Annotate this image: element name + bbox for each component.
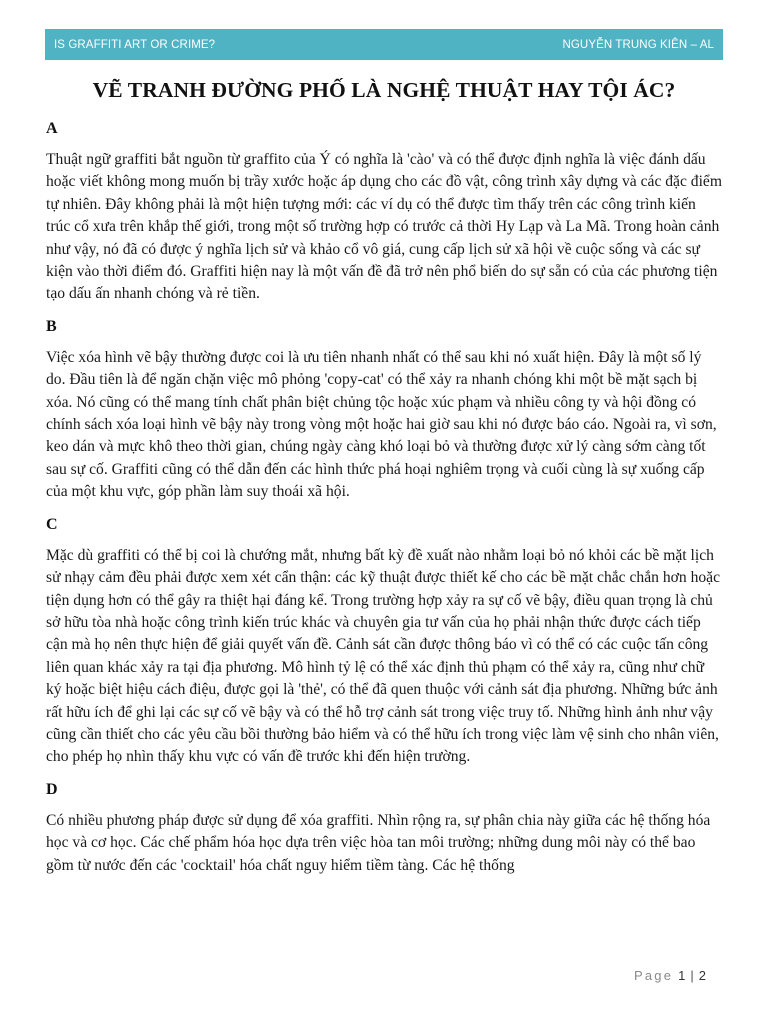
header-author: NGUYỄN TRUNG KIÊN – AL [562, 38, 714, 51]
section-label: A [46, 120, 58, 137]
running-header [45, 29, 723, 60]
section-d [46, 779, 722, 877]
section-paragraph: Thuật ngữ graffiti bắt nguồn từ graffito của Ý có nghĩa là 'cào' và có thể được định nghĩa là việc đánh dấu hoặc viết không mong muốn bị trầy xước hoặc áp dụng cho các đồ vật, công trình xây dựng và các đặc điểm tự nhiên. Đây không phải là một hiện tượng mới: các ví dụ có thể được tìm thấy trên các công trình kiến trúc cổ xưa trên khắp thế giới, trong một số trường hợp có trước cả thời Hy Lạp và La Mã. Trong hoàn cảnh như vậy, nó đã có được ý nghĩa lịch sử và khảo cổ vô giá, cung cấp lịch sử xã hội về cuộc sống và các sự kiện vào thời điểm đó. Graffiti hiện nay là một vấn đề đã trở nên phổ biến do sự sẵn có của các phương tiện tạo dấu ấn nhanh chóng và rẻ tiền. [46, 151, 722, 303]
section-a [46, 118, 722, 306]
section-paragraph: Việc xóa hình vẽ bậy thường được coi là ưu tiên nhanh nhất có thể sau khi nó xuất hiện. Đây là một số lý do. Đầu tiên là để ngăn chặn việc mô phỏng 'copy-cat' có thể xảy ra nhanh chóng khi một bề mặt sạch bị xóa. Nó cũng có thể mang tính chất phân biệt chủng tộc hoặc xúc phạm và nhiều công ty và hội đồng có chính sách xóa loại hình vẽ bậy này trong vòng một hoặc hai giờ sau khi nó được báo cáo. Ngoài ra, vì sơn, keo dán và mực khô theo thời gian, chúng ngày càng khó loại bỏ và thường được xử lý càng sớm càng tốt sau sự cố. Graffiti cũng có thể dẫn đến các hình thức phá hoại nghiêm trọng và cuối cùng là sự xuống cấp của một khu vực, góp phần làm suy thoái xã hội. [46, 348, 717, 501]
page-number-footer [634, 968, 706, 983]
page-title: VẼ TRANH ĐƯỜNG PHỐ LÀ NGHỆ THUẬT HAY TỘI ÁC? [92, 78, 676, 102]
current-page-number: 1 [678, 968, 686, 983]
section-c [46, 514, 722, 769]
page-word: Page [633, 968, 674, 983]
section-paragraph: Mặc dù graffiti có thể bị coi là chướng mắt, nhưng bất kỳ đề xuất nào nhằm loại bỏ nó khỏi các bề mặt lịch sử nhạy cảm đều phải được xem xét cẩn thận: các kỹ thuật được thiết kế cho các bề mặt chắc chắn hơn hoặc tiện dụng hơn có thể gây ra thiệt hại đáng kể. Trong trường hợp xảy ra sự cố vẽ bậy, điều quan trọng là chủ sở hữu tòa nhà hoặc công trình kiến trúc khác và chuyên gia tư vấn của họ phải nhận thức được cách tiếp cận mà họ nên thực hiện để giải quyết vấn đề. Cảnh sát cần được thông báo vì có thể có các cuộc tấn công liên quan khác xảy ra tại địa phương. Mô hình tỷ lệ có thể xác định thủ phạm có thể xảy ra, cũng như chữ ký hoặc biệt hiệu cách điệu, được gọi là 'thẻ', có thể đã quen thuộc với cảnh sát địa phương. Những bức ảnh rất hữu ích để ghi lại các sự cố vẽ bậy và có thể hỗ trợ cảnh sát trong việc truy tố. Những hình ảnh như vậy cũng cần thiết cho các yêu cầu bồi thường bảo hiểm và có thể hữu ích trong việc làm vệ sinh cho nhân viên, cho phép họ nhìn thấy khu vực có vấn đề trước khi đến hiện trường. [46, 546, 721, 766]
section-label: C [46, 515, 58, 533]
page-separator: | [690, 968, 694, 983]
section-b [46, 316, 722, 504]
section-label: B [46, 317, 57, 335]
section-label: D [46, 780, 58, 798]
header-document-title: IS GRAFFITI ART OR CRIME? [54, 38, 216, 51]
document-body [46, 118, 722, 954]
section-paragraph: Có nhiều phương pháp được sử dụng để xóa graffiti. Nhìn rộng ra, sự phân chia này giữa các hệ thống hóa học và cơ học. Các chế phẩm hóa học dựa trên việc hòa tan môi trường; những dung môi này có thể bao gồm từ nước đến các 'cocktail' hóa chất nguy hiểm tiềm tàng. Các hệ thống [46, 811, 711, 874]
total-page-number: 2 [698, 968, 706, 983]
